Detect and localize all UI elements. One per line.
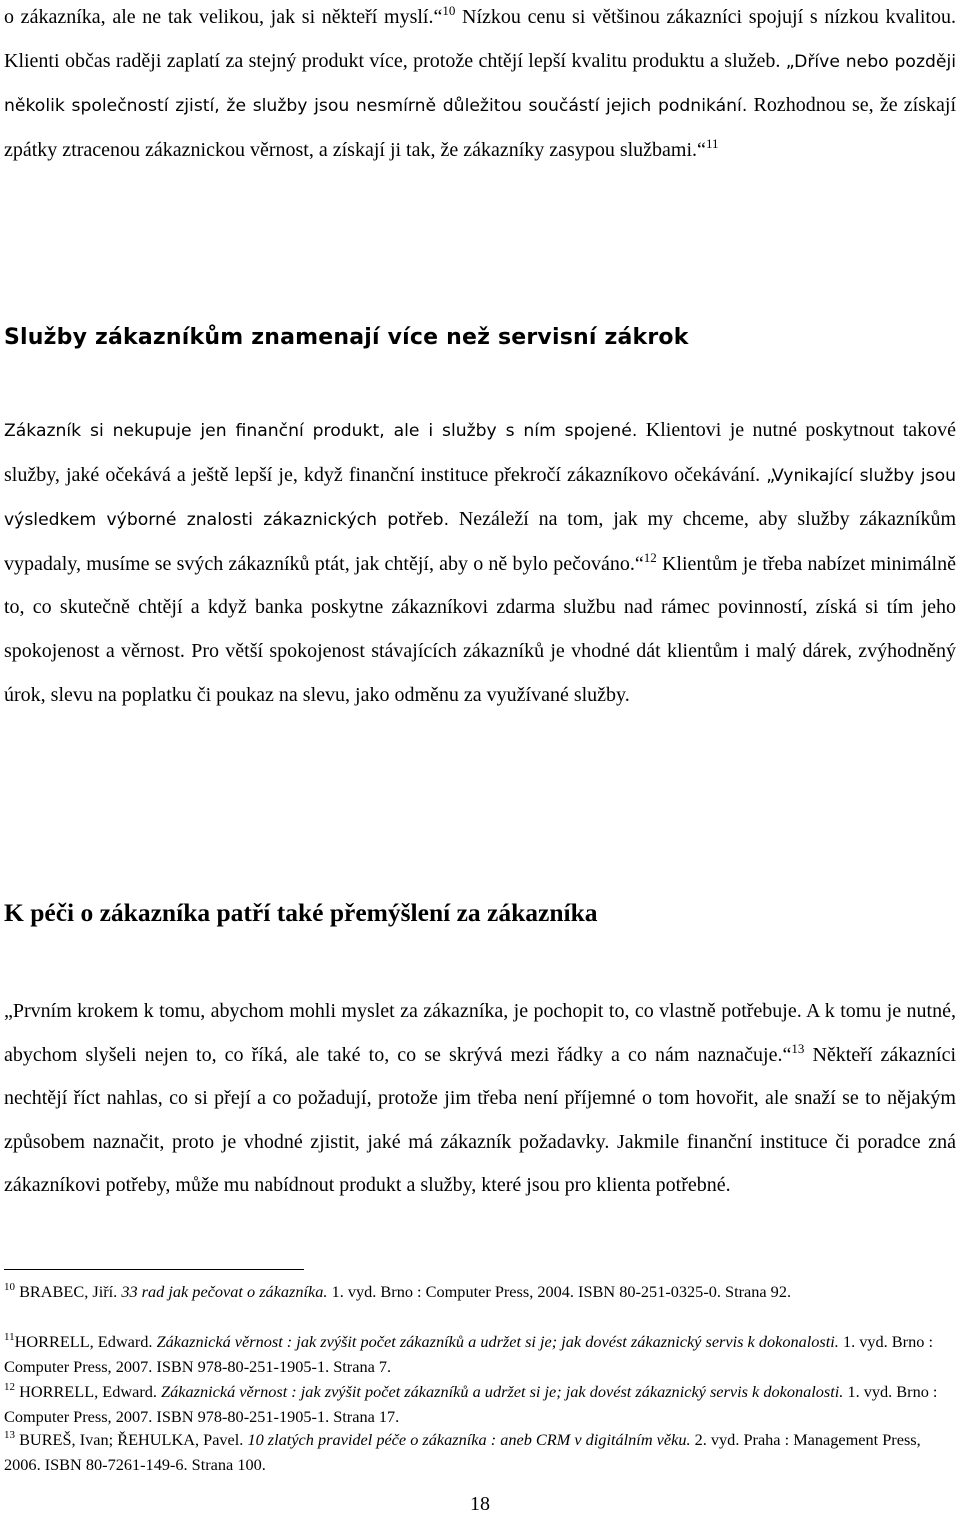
footnote-author: BUREŠ, Ivan; ŘEHULKA, Pavel. [15,1430,248,1449]
footnote-ref-13: 13 [791,1040,805,1056]
footnote-title: Zákaznická věrnost : jak zvýšit počet zákazníků a udržet si je; jak dovést zákaznický servis k dokonalosti. [161,1382,844,1401]
footnote-title: 33 rad jak pečovat o zákazníka. [121,1282,328,1301]
paragraph-text: Klientovi je nutné poskytnout takové služby, jaké očekává a ještě lepší je, když finanční instituce překročí zákazníkovo očekávání. [4,419,957,486]
page-number: 18 [470,1493,490,1515]
body-paragraph-3 [4,990,956,1208]
footnote-12 [4,1380,954,1430]
paragraph-text: Rozhodnou se, že získají zpátky ztracenou zákaznickou věrnost, a získají ji tak, že zákazníky zasypou službami.“ [4,94,956,161]
footnote-author: HORRELL, Edward. [14,1332,157,1351]
section-heading-thinking: K péči o zákazníka patří také přemýšlení za zákazníka [4,898,598,927]
footnote-number: 12 [4,1381,15,1393]
footnote-13 [4,1428,954,1478]
footnote-number: 11 [4,1331,15,1343]
footnote-details: 1. vyd. Brno : Computer Press, 2004. ISBN 80-251-0325-0. Strana 92. [327,1282,792,1301]
footnote-author: BRABEC, Jiří. [15,1282,122,1301]
footnote-ref-10: 10 [442,3,456,18]
footnote-ref-12: 12 [643,549,657,565]
footnote-11 [4,1330,954,1380]
footnote-separator [4,1269,304,1270]
footnote-author: HORRELL, Edward. [15,1382,162,1401]
footnote-title: 10 zlatých pravidel péče o zákazníka : aneb CRM v digitálním věku. [247,1430,691,1449]
quoted-text: Zákazník si nekupuje jen finanční produkt, ale i služby s ním spojené. [4,421,638,441]
footnote-details: 2. vyd. Praha : Management Press, 2006. ISBN 80-7261-149-6. Strana 100. [4,1430,921,1474]
footnote-title: Zákaznická věrnost : jak zvýšit počet zákazníků a udržet si je; jak dovést zákaznický servis k dokonalosti. [156,1332,839,1351]
footnote-number: 10 [4,1281,15,1293]
footnote-ref-11: 11 [705,135,719,151]
footnote-details: 1. vyd. Brno : Computer Press, 2007. ISBN 978-80-251-1905-1. Strana 17. [4,1382,938,1426]
body-paragraph-2 [4,409,956,717]
footnote-details: 1. vyd. Brno : Computer Press, 2007. ISBN 978-80-251-1905-1. Strana 7. [4,1332,933,1376]
body-paragraph-1 [4,0,956,172]
paragraph-text: Někteří zákazníci nechtějí říct nahlas, co si přejí a co požadují, protože jim třeba není příjemné o tom hovořit, ale snaží se to nějakým způsobem naznačit, proto je vhodné zjistit, jaké má zákazník požadavky. Jakmile finanční instituce či poradce zná zákazníkovi potřeby, může mu nabídnout produkt a služby, které jsou pro klienta potřebné. [4,1043,957,1197]
paragraph-text: Nezáleží na tom, jak my chceme, aby služby zákazníkům vypadaly, musíme se svých zákazníků ptát, jak chtějí, aby o ně bylo pečováno.“ [4,508,957,575]
footnote-10 [4,1280,954,1305]
paragraph-text: Klientům je třeba nabízet minimálně to, co skutečně chtějí a když banka poskytne zákazníkovi zdarma službu nad rámec povinností, získá si tím jeho spokojenost a věrnost. Pro větší spokojenost stávajících zákazníků je vhodné dát klientům i malý dárek, zvýhodněný úrok, slevu na poplatku či poukaz na slevu, jako odměnu za využívané služby. [4,552,956,706]
quoted-text: „Vynikající služby jsou výsledkem výborné znalosti zákaznických potřeb. [4,465,956,531]
paragraph-text: „Prvním krokem k tomu, abychom mohli myslet za zákazníka, je pochopit to, co vlastně potřebuje. A k tomu je nutné, abychom slyšeli nejen to, co říká, ale také to, co se skrývá mezi řádky a co nám naznačuje.“ [4,1000,956,1066]
quoted-text: „Dříve nebo později několik společností zjistí, že služby jsou nesmírně důležitou součástí jejich podnikání. [4,51,957,117]
paragraph-text: o zákazníka, ale ne tak velikou, jak si někteří myslí.“ [4,6,443,28]
section-heading-services: Služby zákazníkům znamenají více než servisní zákrok [4,325,689,350]
paragraph-text: Nízkou cenu si většinou zákazníci spojují s nízkou kvalitou. Klienti občas raději zaplatí za stejný produkt více, protože chtějí lepší kvalitu produktu a služeb. [4,6,956,72]
footnote-number: 13 [4,1429,15,1441]
